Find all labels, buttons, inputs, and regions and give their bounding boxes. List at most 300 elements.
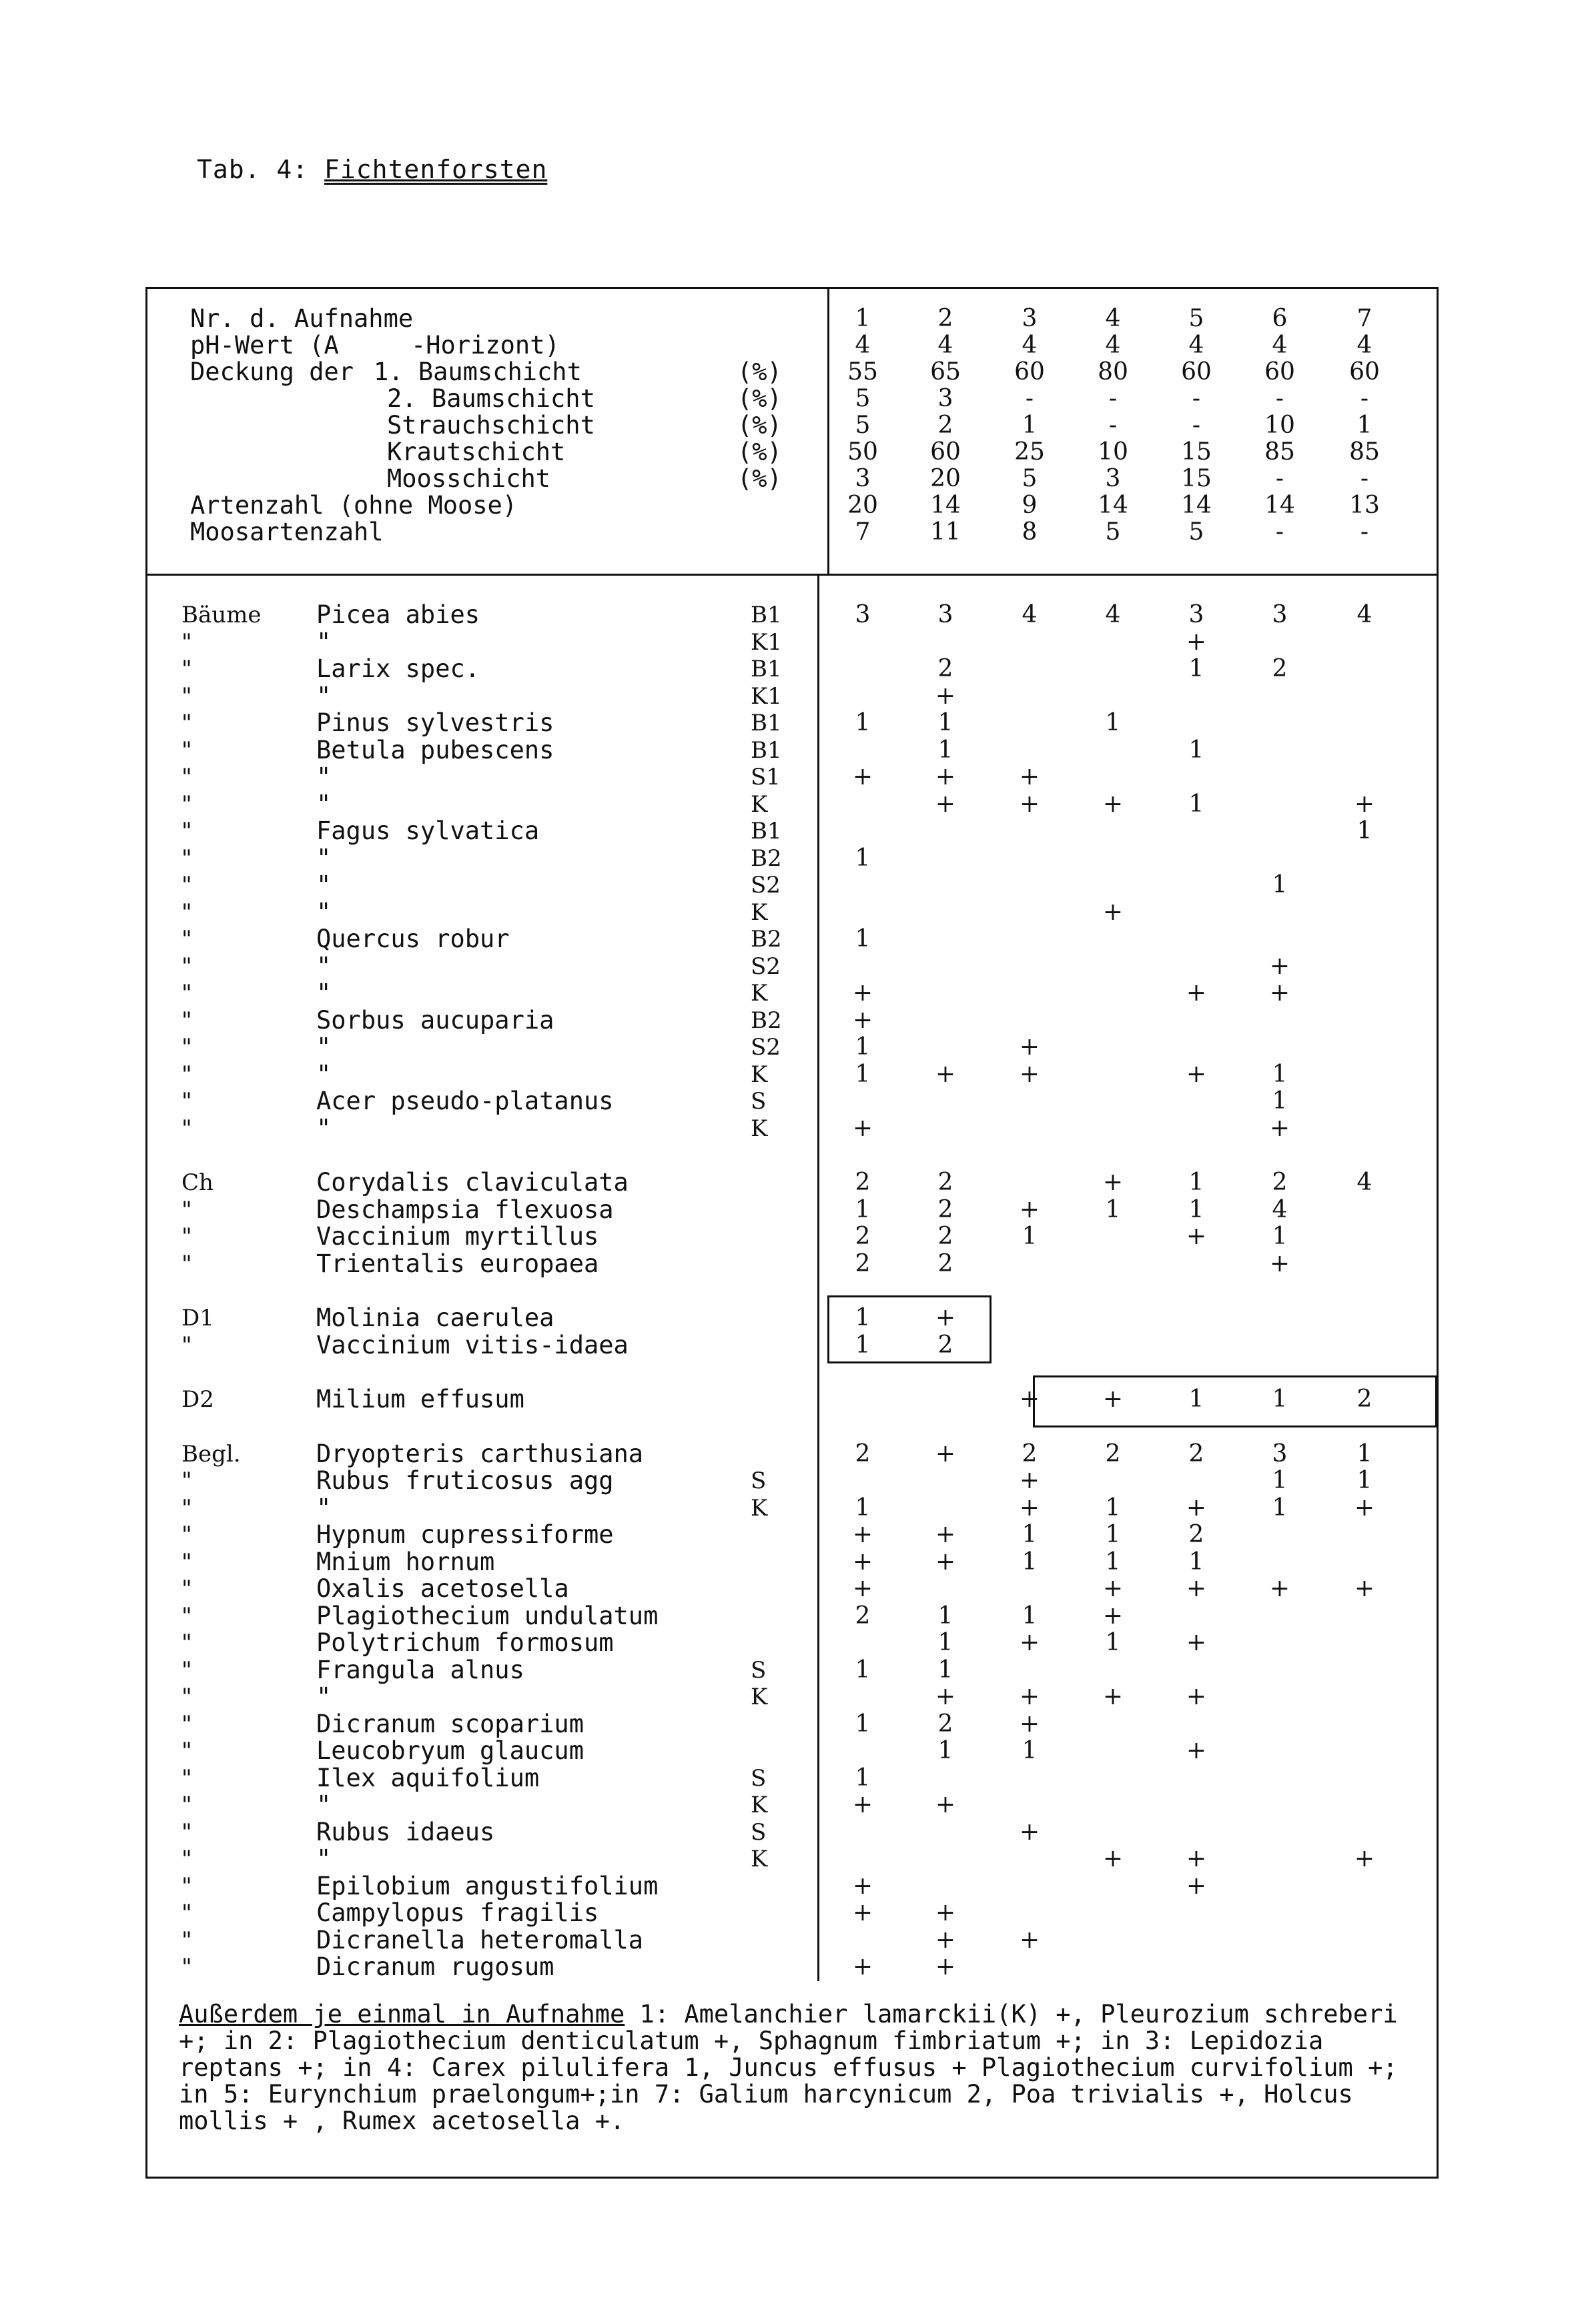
row-cell: +: [852, 979, 873, 1007]
row-cell: +: [1354, 790, 1375, 818]
row-cell: +: [935, 1548, 956, 1576]
row-layer: K1: [751, 628, 783, 656]
row-species: Dicranella heteromalla: [316, 1925, 644, 1954]
row-group: D2: [181, 1386, 214, 1413]
row-cell: 1: [1356, 1439, 1372, 1468]
header-cell: 6: [1272, 305, 1288, 332]
row-cell: +: [1102, 1575, 1124, 1602]
header-sublabel: 2. Baumschicht: [387, 384, 595, 413]
row-group: ": [181, 818, 192, 844]
header-cell: 5: [855, 412, 871, 439]
row-layer: K: [751, 980, 768, 1007]
row-species: ": [316, 681, 332, 710]
row-cell: 1: [937, 1602, 953, 1630]
row-cell: +: [1186, 628, 1207, 656]
header-cell: -: [1360, 465, 1369, 492]
row-species: Mnium hornum: [316, 1547, 495, 1576]
row-layer: K: [751, 1115, 768, 1142]
row-cell: 4: [1022, 601, 1038, 628]
header-cell: -: [1108, 412, 1118, 439]
row-cell: 1: [937, 1629, 953, 1656]
row-cell: 1: [855, 1195, 871, 1223]
row-cell: 1: [1022, 1223, 1038, 1250]
header-cell: -: [1360, 518, 1369, 546]
row-cell: 1: [1188, 1195, 1204, 1223]
row-cell: +: [1186, 1629, 1207, 1656]
row-cell: 2: [1356, 1385, 1372, 1413]
row-cell: 1: [855, 1656, 871, 1684]
row-cell: 2: [937, 655, 953, 682]
row-cell: 2: [937, 1249, 953, 1277]
header-cell: 5: [1188, 305, 1204, 332]
row-layer: K: [751, 1846, 768, 1872]
row-species: ": [316, 897, 332, 927]
footnote: [179, 2001, 1420, 2135]
row-cell: 1: [1356, 817, 1372, 844]
row-cell: 1: [1272, 1494, 1288, 1522]
header-cell: 3: [1022, 305, 1038, 332]
row-cell: 3: [937, 601, 953, 628]
header-cell: -: [1275, 385, 1284, 412]
row-cell: 1: [1022, 1548, 1038, 1576]
row-species: ": [316, 843, 332, 873]
row-group: ": [181, 1818, 192, 1846]
row-cell: +: [1102, 1385, 1124, 1413]
header-cell: 20: [847, 492, 878, 519]
row-layer: S: [751, 1088, 767, 1115]
row-cell: 2: [1272, 655, 1288, 682]
row-layer: S: [751, 1764, 767, 1792]
row-cell: +: [1102, 790, 1124, 818]
header-cell: 14: [1264, 492, 1295, 519]
header-cell: 7: [1356, 305, 1372, 332]
row-layer: K: [751, 1061, 768, 1088]
row-cell: 2: [855, 1223, 871, 1250]
header-cell: 10: [1098, 438, 1128, 466]
row-cell: 2: [937, 1710, 953, 1738]
row-group: ": [181, 1494, 192, 1522]
row-cell: +: [1186, 1575, 1207, 1602]
row-species: ": [316, 627, 332, 656]
row-group: ": [181, 1656, 192, 1684]
row-group: ": [181, 1007, 192, 1034]
title-prefix: Tab. 4:: [197, 155, 309, 184]
row-cell: +: [935, 1926, 956, 1954]
table-title: [197, 155, 547, 184]
header-cell: 14: [930, 492, 961, 519]
row-cell: 1: [855, 1494, 871, 1522]
row-cell: 1: [855, 1033, 871, 1061]
row-group: ": [181, 1872, 192, 1900]
row-group: ": [181, 790, 192, 818]
header-cell: 65: [930, 358, 961, 386]
row-group: ": [181, 682, 192, 710]
row-cell: +: [935, 1439, 956, 1468]
row-group: Ch: [181, 1169, 214, 1196]
row-cell: +: [1186, 1494, 1207, 1522]
row-group: ": [181, 926, 192, 953]
row-group: ": [181, 899, 192, 926]
header-cell: 1: [855, 305, 871, 332]
row-species: Dicranum rugosum: [316, 1952, 554, 1981]
row-group: ": [181, 1738, 192, 1764]
row-cell: 1: [1272, 1223, 1288, 1250]
row-group: Bäume: [181, 602, 262, 628]
row-species: Pinus sylvestris: [316, 708, 554, 737]
header-unit: (%): [737, 384, 782, 413]
row-group: ": [181, 736, 192, 764]
header-sublabel: -Horizont): [411, 331, 560, 360]
row-cell: +: [935, 1060, 956, 1088]
row-cell: 1: [855, 1304, 871, 1331]
header-cell: -: [1360, 385, 1369, 412]
header-cell: 2: [937, 412, 953, 439]
row-cell: 2: [855, 1249, 871, 1277]
row-cell: 1: [855, 925, 871, 953]
row-cell: 2: [937, 1331, 953, 1359]
row-cell: +: [852, 1006, 873, 1034]
header-cell: 55: [847, 358, 878, 386]
row-species: ": [316, 870, 332, 899]
header-cell: 20: [930, 465, 961, 492]
row-layer: B2: [751, 1007, 782, 1034]
row-cell: 4: [1272, 1195, 1288, 1223]
row-cell: 1: [1188, 736, 1204, 764]
row-cell: 1: [937, 709, 953, 736]
row-cell: 1: [1022, 1521, 1038, 1548]
row-cell: +: [935, 1521, 956, 1548]
row-cell: 1: [1105, 1521, 1121, 1548]
row-layer: S1: [751, 764, 781, 790]
row-cell: 4: [1105, 601, 1121, 628]
row-species: Oxalis acetosella: [316, 1574, 569, 1603]
header-cell: 3: [1105, 465, 1121, 492]
footnote-text: 1: Amelanchier lamarckii(K) +, Pleurozium schreberi +; in 2: Plagiothecium denticulatum +, Sphagnum fimbriatum +; in 3: Lepidozia reptans +; in 4: Carex pilulifera 1, Juncus effusus + Plagiothecium curvifolium +; in 5: Eurynchium praelongum+;in 7: Galium harcynicum 2, Poa trivialis +, Holcus mollis + , Rumex acetosella +.: [179, 2000, 1398, 2135]
row-group: ": [181, 1954, 192, 1980]
row-group: ": [181, 1630, 192, 1656]
header-unit: (%): [737, 358, 782, 386]
row-cell: +: [935, 1683, 956, 1710]
row-cell: +: [935, 1791, 956, 1818]
row-cell: +: [1269, 1249, 1290, 1277]
header-sublabel: Krautschicht: [387, 438, 566, 466]
header-cell: 5: [1188, 518, 1204, 546]
header-cell: 11: [930, 518, 961, 546]
row-layer: S: [751, 1818, 767, 1846]
row-cell: 1: [855, 1764, 871, 1792]
row-species: ": [316, 762, 332, 791]
row-cell: +: [852, 1521, 873, 1548]
row-species: Dryopteris carthusiana: [316, 1439, 644, 1468]
row-group: ": [181, 1602, 192, 1630]
row-cell: 2: [855, 1602, 871, 1630]
row-group: ": [181, 628, 192, 656]
row-layer: B1: [751, 656, 782, 682]
header-cell: 14: [1098, 492, 1128, 519]
row-species: Milium effusum: [316, 1385, 524, 1413]
header-cell: 10: [1264, 412, 1295, 439]
header-sublabel: Strauchschicht: [387, 411, 595, 440]
header-cell: 13: [1349, 492, 1380, 519]
row-group: Begl.: [181, 1440, 241, 1468]
row-layer: S: [751, 1656, 767, 1684]
header-label: Deckung der: [190, 358, 354, 386]
row-cell: 1: [855, 1060, 871, 1088]
row-group: ": [181, 1468, 192, 1494]
row-species: Larix spec.: [316, 654, 480, 683]
row-species: Plagiothecium undulatum: [316, 1601, 659, 1630]
row-species: ": [316, 1493, 332, 1522]
header-cell: 4: [937, 332, 953, 359]
row-cell: +: [1019, 1060, 1040, 1088]
row-layer: B1: [751, 710, 782, 736]
row-cell: +: [1354, 1575, 1375, 1602]
header-sublabel: Moosschicht: [387, 464, 551, 493]
header-cell: 4: [855, 332, 871, 359]
header-cell: 4: [1105, 305, 1121, 332]
row-species: Molinia caerulea: [316, 1303, 554, 1332]
row-cell: 1: [1188, 655, 1204, 682]
row-cell: +: [1186, 1872, 1207, 1900]
row-layer: B2: [751, 844, 782, 872]
row-cell: +: [852, 1872, 873, 1900]
row-cell: +: [852, 1899, 873, 1926]
row-layer: K1: [751, 682, 783, 710]
row-cell: +: [1102, 1683, 1124, 1710]
header-cell: 60: [930, 438, 961, 466]
row-cell: 2: [855, 1169, 871, 1196]
row-group: D1: [181, 1305, 214, 1331]
row-layer: B1: [751, 818, 782, 844]
header-cell: 15: [1181, 465, 1212, 492]
row-cell: +: [1019, 1710, 1040, 1738]
row-layer: K: [751, 1494, 768, 1522]
row-group: ": [181, 1710, 192, 1738]
header-cell: 3: [937, 385, 953, 412]
row-cell: +: [1186, 979, 1207, 1007]
row-species: Quercus robur: [316, 925, 510, 953]
header-cell: 1: [1022, 412, 1038, 439]
row-species: Leucobryum glaucum: [316, 1736, 584, 1765]
row-cell: 1: [1272, 1060, 1288, 1088]
row-group: ": [181, 1250, 192, 1277]
row-layer: S2: [751, 1034, 781, 1061]
row-cell: 1: [855, 709, 871, 736]
row-species: Ilex aquifolium: [316, 1763, 540, 1792]
row-group: ": [181, 1576, 192, 1602]
row-species: Campylopus fragilis: [316, 1898, 599, 1927]
row-cell: +: [935, 790, 956, 818]
row-cell: +: [852, 1575, 873, 1602]
row-cell: 2: [1188, 1521, 1204, 1548]
header-cell: 4: [1272, 332, 1288, 359]
header-cell: 4: [1105, 332, 1121, 359]
row-layer: K: [751, 1792, 768, 1818]
row-cell: 4: [1356, 601, 1372, 628]
row-cell: 1: [1105, 1548, 1121, 1576]
row-group: ": [181, 953, 192, 980]
row-species: Frangula alnus: [316, 1655, 524, 1684]
row-cell: 1: [855, 844, 871, 872]
row-cell: 1: [1356, 1467, 1372, 1494]
row-group: ": [181, 656, 192, 682]
row-species: Picea abies: [316, 600, 480, 629]
header-cell: 2: [937, 305, 953, 332]
header-cell: 4: [1022, 332, 1038, 359]
row-species: Rubus fruticosus agg: [316, 1466, 614, 1495]
row-cell: +: [1102, 898, 1124, 926]
row-layer: B2: [751, 926, 782, 953]
row-cell: +: [1269, 1575, 1290, 1602]
header-cell: 60: [1014, 358, 1045, 386]
header-cell: 5: [1022, 465, 1038, 492]
row-species: ": [316, 1059, 332, 1089]
row-cell: 1: [1022, 1737, 1038, 1764]
header-cell: 50: [847, 438, 878, 466]
row-layer: K: [751, 1684, 768, 1710]
row-species: ": [316, 789, 332, 818]
header-cell: -: [1275, 465, 1284, 492]
row-cell: 1: [937, 1656, 953, 1684]
header-cell: 7: [855, 518, 871, 546]
row-cell: 2: [1188, 1439, 1204, 1468]
row-species: ": [316, 1844, 332, 1873]
header-unit: (%): [737, 438, 782, 466]
row-cell: +: [1019, 1629, 1040, 1656]
header-unit: (%): [737, 464, 782, 493]
row-cell: 1: [937, 1737, 953, 1764]
row-cell: +: [1019, 1385, 1040, 1413]
header-cell: 14: [1181, 492, 1212, 519]
row-cell: 1: [855, 1331, 871, 1359]
row-species: ": [316, 1113, 332, 1143]
row-species: Betula pubescens: [316, 735, 554, 764]
row-species: Polytrichum formosum: [316, 1628, 614, 1657]
header-cell: 25: [1014, 438, 1045, 466]
row-layer: S2: [751, 953, 781, 980]
row-cell: +: [935, 763, 956, 790]
row-cell: +: [852, 1791, 873, 1818]
row-layer: K: [751, 899, 768, 926]
row-cell: +: [1186, 1060, 1207, 1088]
row-group: ": [181, 1846, 192, 1872]
row-group: ": [181, 710, 192, 736]
header-sublabel: 1. Baumschicht: [374, 358, 582, 386]
row-cell: +: [1102, 1845, 1124, 1872]
header-cell: 5: [855, 385, 871, 412]
header-cell: 4: [1356, 332, 1372, 359]
row-cell: +: [935, 1953, 956, 1980]
row-cell: 1: [855, 1710, 871, 1738]
row-group: ": [181, 1684, 192, 1710]
row-cell: +: [1019, 1494, 1040, 1522]
header-separator: [145, 574, 1439, 576]
row-cell: 2: [937, 1169, 953, 1196]
row-group: ": [181, 1196, 192, 1223]
header-label: Nr. d. Aufnahme: [190, 304, 414, 333]
row-group: ": [181, 1061, 192, 1088]
title-main: Fichtenforsten: [324, 155, 548, 184]
row-cell: +: [1186, 1223, 1207, 1250]
row-cell: +: [852, 763, 873, 790]
row-species: Vaccinium myrtillus: [316, 1222, 599, 1251]
row-cell: 1: [1272, 1385, 1288, 1413]
row-cell: 2: [1022, 1439, 1038, 1468]
row-cell: 1: [1272, 1467, 1288, 1494]
row-cell: 1: [1105, 1195, 1121, 1223]
row-cell: 1: [937, 736, 953, 764]
row-cell: 1: [1188, 1169, 1204, 1196]
header-cell: 4: [1188, 332, 1204, 359]
row-cell: 1: [1272, 1087, 1288, 1115]
row-group: ": [181, 980, 192, 1007]
header-cell: 8: [1022, 518, 1038, 546]
row-species: ": [316, 1790, 332, 1819]
row-cell: +: [1102, 1602, 1124, 1630]
body-column-separator: [817, 576, 819, 1981]
row-species: ": [316, 1033, 332, 1061]
row-cell: 1: [1105, 1494, 1121, 1522]
row-cell: 3: [855, 601, 871, 628]
row-group: ": [181, 1900, 192, 1926]
row-cell: +: [1354, 1845, 1375, 1872]
footnote-lead: Außerdem je einmal in Aufnahme: [179, 2000, 625, 2028]
header-cell: 9: [1022, 492, 1038, 519]
row-species: Sorbus aucuparia: [316, 1005, 554, 1035]
row-cell: 4: [1356, 1169, 1372, 1196]
row-cell: 1: [1105, 1629, 1121, 1656]
row-group: ": [181, 1088, 192, 1115]
header-cell: -: [1108, 385, 1118, 412]
header-cell: 15: [1181, 438, 1212, 466]
row-layer: B1: [751, 602, 782, 628]
row-cell: +: [1186, 1737, 1207, 1764]
row-cell: 1: [1188, 1548, 1204, 1576]
row-cell: 2: [937, 1195, 953, 1223]
row-cell: +: [1186, 1845, 1207, 1872]
row-group: ": [181, 872, 192, 899]
header-cell: -: [1025, 385, 1034, 412]
row-group: ": [181, 764, 192, 790]
header-label: Artenzahl (ohne Moose): [190, 491, 518, 520]
row-cell: +: [1019, 1033, 1040, 1061]
row-layer: K: [751, 790, 768, 818]
header-column-separator: [827, 287, 829, 576]
row-group: ": [181, 1792, 192, 1818]
row-species: Rubus idaeus: [316, 1817, 495, 1846]
row-cell: +: [1019, 1467, 1040, 1494]
row-cell: +: [1354, 1494, 1375, 1522]
row-group: ": [181, 1926, 192, 1954]
row-cell: 2: [1105, 1439, 1121, 1468]
row-cell: +: [1186, 1683, 1207, 1710]
row-cell: 1: [1272, 871, 1288, 899]
header-cell: 5: [1105, 518, 1121, 546]
row-cell: 1: [1022, 1602, 1038, 1630]
row-cell: +: [1019, 1195, 1040, 1223]
row-group: ": [181, 1331, 192, 1359]
header-cell: 60: [1264, 358, 1295, 386]
row-cell: 2: [937, 1223, 953, 1250]
row-cell: +: [1019, 790, 1040, 818]
header-cell: -: [1192, 412, 1201, 439]
header-cell: 85: [1349, 438, 1380, 466]
header-cell: 85: [1264, 438, 1295, 466]
row-cell: +: [935, 1899, 956, 1926]
row-group: ": [181, 1223, 192, 1250]
row-cell: 1: [1105, 709, 1121, 736]
row-species: ": [316, 1682, 332, 1711]
